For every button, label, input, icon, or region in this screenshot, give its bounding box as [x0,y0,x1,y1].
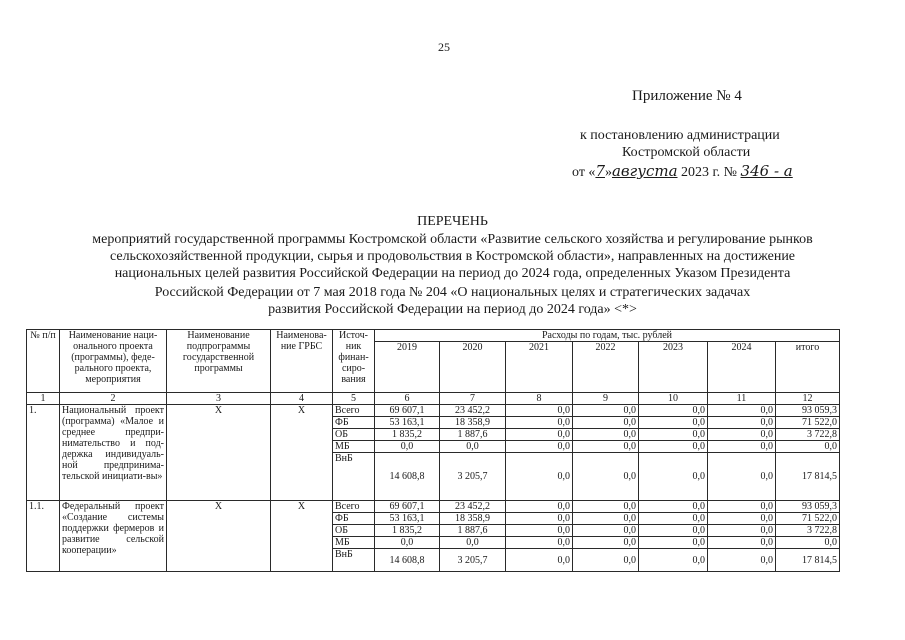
page-number: 25 [438,40,450,54]
decree-date-line [572,162,793,181]
column-number: 3 [167,393,271,405]
total-cell: 3 722,8 [776,429,840,441]
value-cell: 0,0 [506,501,573,513]
value-cell: 3 205,7 [440,549,506,572]
column-number: 1 [27,393,60,405]
value-cell: 1 835,2 [375,525,440,537]
value-cell: 18 358,9 [440,417,506,429]
title-line-5: развития Российской Федерации на период до 2024 года» <*> [268,302,637,317]
column-number: 8 [506,393,573,405]
value-cell: 0,0 [573,417,639,429]
subprogram-cell: Х [167,501,271,572]
value-cell: 0,0 [708,549,776,572]
source-cell: ОБ [333,429,375,441]
value-cell: 0,0 [573,525,639,537]
total-cell: 93 059,3 [776,501,840,513]
value-cell: 0,0 [639,405,708,417]
value-cell: 0,0 [506,441,573,453]
header-project: Наименование наци-онального проекта (программы), феде-рального проекта, мероприятия [60,330,167,393]
value-cell: 0,0 [639,441,708,453]
subprogram-cell: Х [167,405,271,501]
value-cell: 0,0 [708,513,776,525]
header-year: 2024 [708,342,776,393]
value-cell: 69 607,1 [375,405,440,417]
value-cell: 53 163,1 [375,417,440,429]
value-cell: 0,0 [506,513,573,525]
column-number: 10 [639,393,708,405]
total-cell: 0,0 [776,537,840,549]
value-cell: 0,0 [573,453,639,501]
header-year: 2023 [639,342,708,393]
value-cell: 0,0 [639,453,708,501]
column-number: 7 [440,393,506,405]
header-num: № п/п [27,330,60,393]
header-source: Источ-ник финан-сиро-вания [333,330,375,393]
header-grbs: Наименова-ние ГРБС [271,330,333,393]
value-cell: 0,0 [708,417,776,429]
source-cell: МБ [333,537,375,549]
value-cell: 69 607,1 [375,501,440,513]
header-year: 2019 [375,342,440,393]
header-subprogram: Наименование подпрограммы государственной программы [167,330,271,393]
value-cell: 0,0 [639,501,708,513]
column-number: 11 [708,393,776,405]
value-cell: 0,0 [573,429,639,441]
row-num: 1. [27,405,60,501]
expenses-table [26,329,840,572]
value-cell: 14 608,8 [375,453,440,501]
decree-number: 346 - а [740,162,793,180]
value-cell: 0,0 [639,537,708,549]
column-number: 6 [375,393,440,405]
title-line-2: сельскохозяйственной продукции, сырья и продовольствия в Костромской области», направленных на достижение [109,249,796,264]
source-cell: Всего [333,405,375,417]
value-cell: 0,0 [708,525,776,537]
table-row [27,405,840,417]
column-numbers-row [27,393,840,405]
total-cell: 71 522,0 [776,513,840,525]
value-cell: 0,0 [573,549,639,572]
value-cell: 0,0 [506,453,573,501]
decree-month: августа [611,162,678,180]
total-cell: 0,0 [776,441,840,453]
source-cell: ВнБ [333,453,375,501]
value-cell: 0,0 [506,549,573,572]
value-cell: 0,0 [375,537,440,549]
value-cell: 0,0 [708,537,776,549]
title-line-3: национальных целей развития Российской Федерации на период до 2024 года, определенных Указом Президента [114,266,791,281]
source-cell: Всего [333,501,375,513]
value-cell: 0,0 [573,537,639,549]
header-year: 2021 [506,342,573,393]
total-cell: 71 522,0 [776,417,840,429]
value-cell: 14 608,8 [375,549,440,572]
value-cell: 0,0 [375,441,440,453]
value-cell: 0,0 [639,549,708,572]
value-cell: 0,0 [708,453,776,501]
header-expenses: Расходы по годам, тыс. рублей [375,330,840,342]
decree-day: 7 [595,162,605,180]
total-cell: 17 814,5 [776,549,840,572]
column-number: 5 [333,393,375,405]
source-cell: ФБ [333,513,375,525]
total-cell: 3 722,8 [776,525,840,537]
value-cell: 53 163,1 [375,513,440,525]
value-cell: 0,0 [506,429,573,441]
column-number: 4 [271,393,333,405]
total-cell: 93 059,3 [776,405,840,417]
project-name: Федеральный проект «Создание системы поддержки фермеров и развитие сельской кооперации» [60,501,167,572]
value-cell: 0,0 [440,441,506,453]
value-cell: 0,0 [440,537,506,549]
column-number: 12 [776,393,840,405]
table-row [27,501,840,513]
decree-year: 2023 г. № [681,165,738,180]
column-number: 9 [573,393,639,405]
column-number: 2 [60,393,167,405]
value-cell: 1 887,6 [440,429,506,441]
value-cell: 0,0 [708,501,776,513]
grbs-cell: Х [271,405,333,501]
total-cell: 17 814,5 [776,453,840,501]
row-num: 1.1. [27,501,60,572]
decree-line-2: Костромской области [622,145,751,160]
value-cell: 0,0 [506,405,573,417]
decree-mid: » [604,165,612,180]
value-cell: 0,0 [708,429,776,441]
value-cell: 0,0 [573,501,639,513]
title-line-1: мероприятий государственной программы Костромской области «Развитие сельского хозяйства и регулирование рынков [92,232,813,247]
value-cell: 0,0 [506,537,573,549]
value-cell: 0,0 [506,525,573,537]
decree-line-1: к постановлению администрации [580,128,780,143]
value-cell: 0,0 [639,429,708,441]
source-cell: МБ [333,441,375,453]
grbs-cell: Х [271,501,333,572]
header-year: 2022 [573,342,639,393]
value-cell: 0,0 [573,405,639,417]
value-cell: 23 452,2 [440,405,506,417]
value-cell: 23 452,2 [440,501,506,513]
value-cell: 0,0 [639,513,708,525]
value-cell: 0,0 [639,525,708,537]
value-cell: 0,0 [506,417,573,429]
value-cell: 3 205,7 [440,453,506,501]
document-heading: ПЕРЕЧЕНЬ [417,214,488,229]
header-total: итого [776,342,840,393]
appendix-label: Приложение № 4 [632,88,742,104]
project-name: Национальный проект (программа) «Малое и среднее предпри-нимательство и под-держка индивидуаль-ной предпринима-тельской инициати-вы» [60,405,167,501]
value-cell: 0,0 [573,441,639,453]
value-cell: 1 887,6 [440,525,506,537]
value-cell: 0,0 [573,513,639,525]
header-year: 2020 [440,342,506,393]
title-line-4: Российской Федерации от 7 мая 2018 года № 204 «О национальных целях и стратегических задачах [154,285,751,300]
source-cell: ОБ [333,525,375,537]
decree-from: от « [572,165,596,180]
value-cell: 0,0 [708,405,776,417]
value-cell: 0,0 [639,417,708,429]
source-cell: ФБ [333,417,375,429]
value-cell: 0,0 [708,441,776,453]
source-cell: ВнБ [333,549,375,572]
value-cell: 18 358,9 [440,513,506,525]
value-cell: 1 835,2 [375,429,440,441]
